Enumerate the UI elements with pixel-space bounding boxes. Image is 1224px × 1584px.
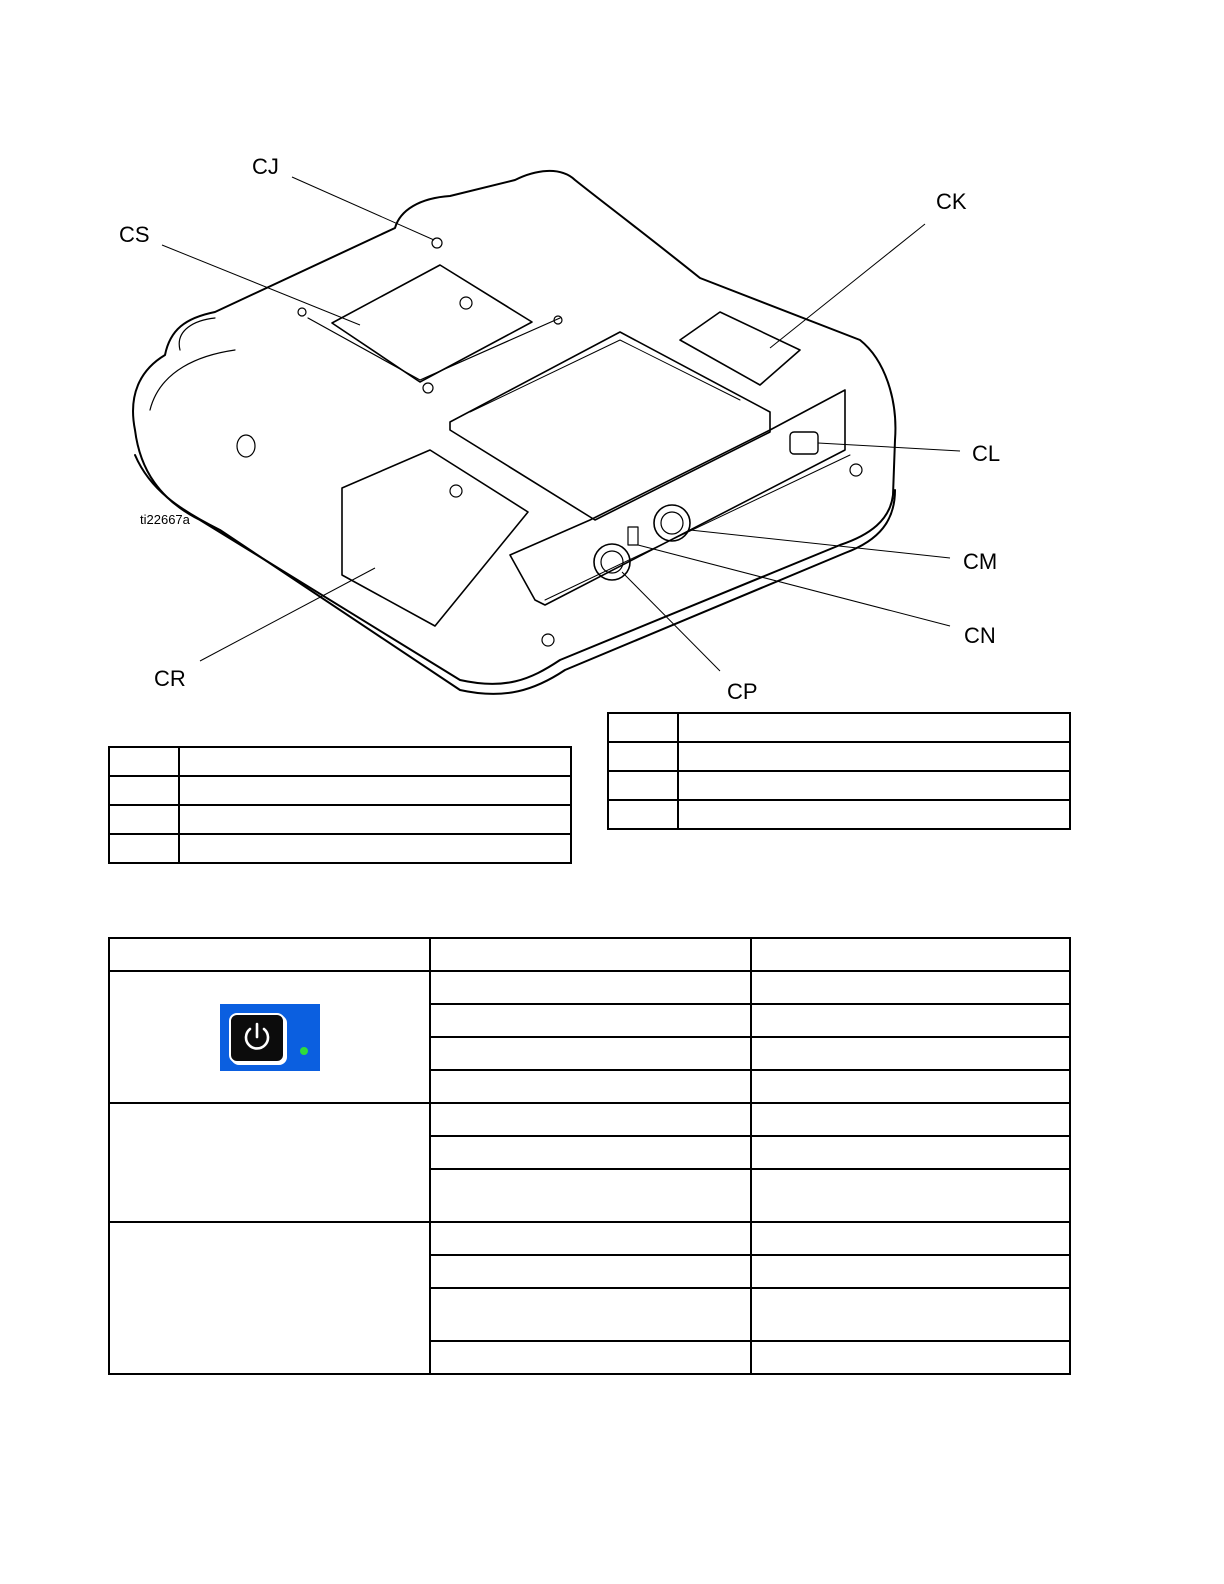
power-indicator-cell <box>109 971 430 1103</box>
table-row <box>109 1103 1070 1136</box>
module-underside-figure <box>0 0 1224 720</box>
housing-rim <box>135 455 895 694</box>
screw <box>460 297 472 309</box>
table-row <box>109 776 571 805</box>
legend-table-right <box>607 712 1071 830</box>
table-row <box>608 771 1070 800</box>
callout-cr: CR <box>154 666 186 691</box>
screw <box>423 383 433 393</box>
figure-id-label: ti22667a <box>140 512 190 527</box>
callout-cs: CS <box>119 222 150 247</box>
screw <box>450 485 462 497</box>
callout-ck: CK <box>936 189 967 214</box>
table-header-row <box>109 938 1070 971</box>
legend-table-left <box>108 746 572 864</box>
center-plate <box>450 332 770 520</box>
power-button[interactable] <box>229 1013 285 1063</box>
table-row <box>109 834 571 863</box>
callout-cm: CM <box>963 549 998 574</box>
connector-cm <box>654 505 690 541</box>
table-row <box>109 747 571 776</box>
callout-cj: CJ <box>252 154 279 179</box>
table-row <box>109 971 1070 1004</box>
housing-outline <box>133 171 895 684</box>
screw <box>850 464 862 476</box>
cover-cs <box>332 265 532 382</box>
screw <box>542 634 554 646</box>
power-icon <box>231 1015 283 1061</box>
callout-cl: CL <box>972 441 1001 466</box>
table-row <box>608 800 1070 829</box>
table-row <box>109 805 571 834</box>
screw <box>298 308 306 316</box>
switch-cn <box>628 527 638 545</box>
table-row <box>608 713 1070 742</box>
callout-cn: CN <box>964 623 996 648</box>
port-cl <box>790 432 818 454</box>
callout-cp: CP <box>727 679 758 704</box>
power-panel <box>220 1004 320 1071</box>
status-indicator-table <box>108 937 1071 1375</box>
table-row <box>608 742 1070 771</box>
table-row <box>109 1222 1070 1255</box>
status-led-icon <box>300 1047 308 1055</box>
cover-cr <box>342 450 528 626</box>
